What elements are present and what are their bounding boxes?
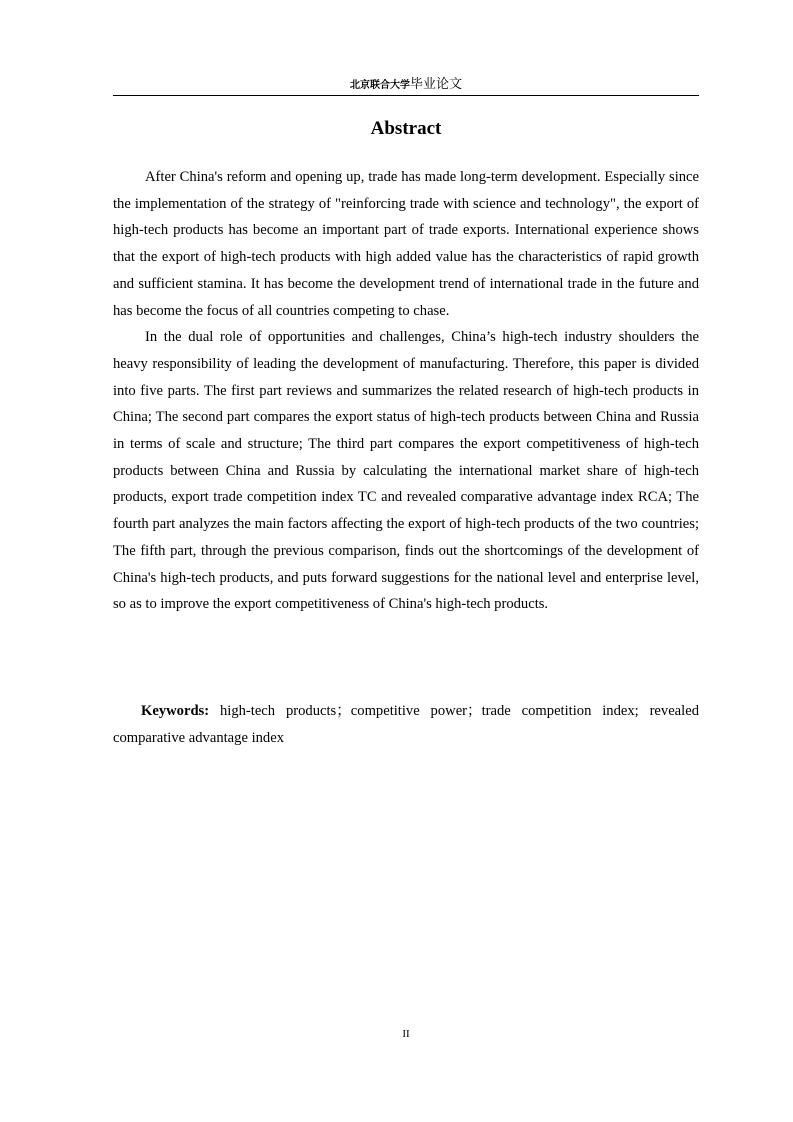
abstract-body bbox=[113, 164, 699, 618]
running-header bbox=[113, 76, 699, 94]
page-number: II bbox=[402, 1028, 410, 1040]
abstract-paragraph-1: After China's reform and opening up, trade has made long-term development. Especially since the implementation of the strategy of "reinforcing trade with science and technology", the export of high-tech products has become an important part of trade exports. International experience shows that the export of high-tech products with high added value has the characteristics of rapid growth and sufficient stamina. It has become the development trend of international trade in the future and has become the focus of all countries competing to chase. bbox=[113, 169, 699, 319]
header-rule bbox=[113, 95, 699, 96]
abstract-paragraph-2: In the dual role of opportunities and challenges, China’s high-tech industry shoulders the heavy responsibility of leading the development of manufacturing. Therefore, this paper is divided into five parts. The first part reviews and summarizes the related research of high-tech products in China; The second part compares the export status of high-tech products between China and Russia in terms of scale and structure; The third part compares the export competitiveness of high-tech products between China and Russia by calculating the international market share of high-tech products, export trade competition index TC and revealed comparative advantage index RCA; The fourth part analyzes the main factors affecting the export of high-tech products of the two countries; The fifth part, through the previous comparison, finds out the shortcomings of the development of China's high-tech products, and puts forward suggestions for the national level and enterprise level, so as to improve the export competitiveness of China's high-tech products. bbox=[113, 329, 699, 613]
header-university: 北京联合大学 bbox=[349, 80, 410, 91]
keywords-text: high-tech products；competitive power；trade competition index; revealed comparative advantage index bbox=[113, 703, 699, 746]
header-thesis-label: 毕业论文 bbox=[409, 77, 462, 92]
abstract-title: Abstract bbox=[370, 118, 442, 139]
keywords-label: Keywords: bbox=[141, 703, 210, 719]
keywords-line bbox=[113, 698, 699, 751]
